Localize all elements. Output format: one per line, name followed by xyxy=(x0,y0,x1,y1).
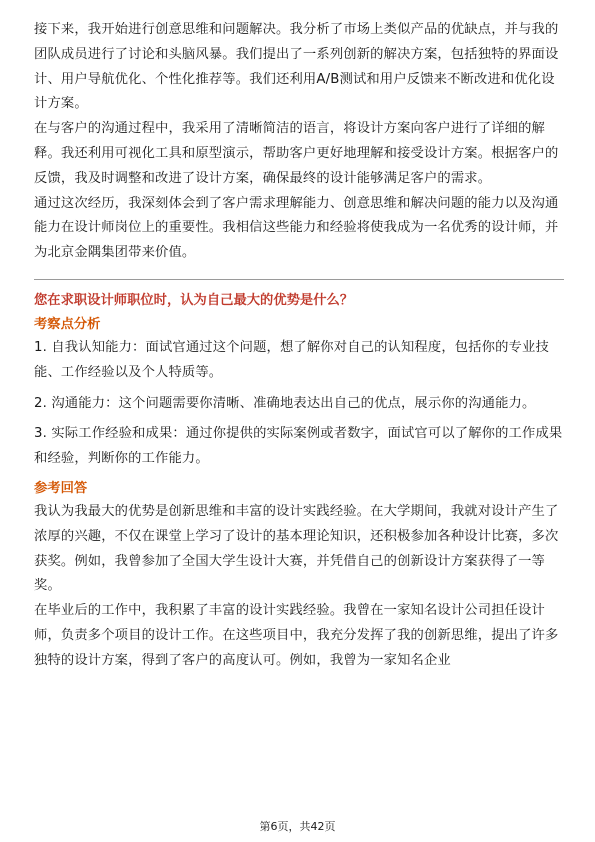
answer-heading: 参考回答 xyxy=(34,480,88,496)
body-paragraph: 接下来，我开始进行创意思维和问题解决。我分析了市场上类似产品的优缺点，并与我的团队成员进行了讨论和头脑风暴。我们提出了一系列创新的解决方案，包括独特的界面设计、用户导航优化、个性化推荐等。我们还利用A/B测试和用户反馈来不断改进和优化设计方案。 xyxy=(34,22,559,112)
answer-paragraph: 我认为我最大的优势是创新思维和丰富的设计实践经验。在大学期间，我就对设计产生了浓厚的兴趣，不仅在课堂上学习了设计的基本理论知识，还积极参加各种设计比赛，多次获奖。例如，我曾参加了全国大学生设计大赛，并凭借自己的创新设计方案获得了一等奖。 xyxy=(34,503,559,594)
page-number-footer: 第6页，共42页 xyxy=(259,820,336,833)
body-paragraph: 在与客户的沟通过程中，我采用了清晰简洁的语言，将设计方案向客户进行了详细的解释。我还利用可视化工具和原型演示，帮助客户更好地理解和接受设计方案。根据客户的反馈，我及时调整和改进了设计方案，确保最终的设计能够满足客户的需求。 xyxy=(34,121,559,186)
analysis-item: 2. 沟通能力：这个问题需要你清晰、准确地表达出自己的优点，展示你的沟通能力。 xyxy=(34,395,536,411)
document-page xyxy=(34,18,564,674)
analysis-heading: 考察点分析 xyxy=(34,316,101,332)
answer-paragraph: 在毕业后的工作中，我积累了丰富的设计实践经验。我曾在一家知名设计公司担任设计师，负责多个项目的设计工作。在这些项目中，我充分发挥了我的创新思维，提出了许多独特的设计方案，得到了客户的高度认可。例如，我曾为一家知名企业 xyxy=(34,603,559,668)
analysis-item: 1. 自我认知能力：面试官通过这个问题，想了解你对自己的认知程度，包括你的专业技能、工作经验以及个人特质等。 xyxy=(34,339,549,380)
analysis-item: 3. 实际工作经验和成果：通过你提供的实际案例或者数字，面试官可以了解你的工作成果和经验，判断你的工作能力。 xyxy=(34,426,563,467)
interview-question: 您在求职设计师职位时，认为自己最大的优势是什么？ xyxy=(34,292,354,308)
section-divider xyxy=(34,279,564,280)
body-paragraph: 通过这次经历，我深刻体会到了客户需求理解能力、创意思维和解决问题的能力以及沟通能力在设计师岗位上的重要性。我相信这些能力和经验将使我成为一名优秀的设计师，并为北京金隅集团带来价值。 xyxy=(34,195,559,261)
